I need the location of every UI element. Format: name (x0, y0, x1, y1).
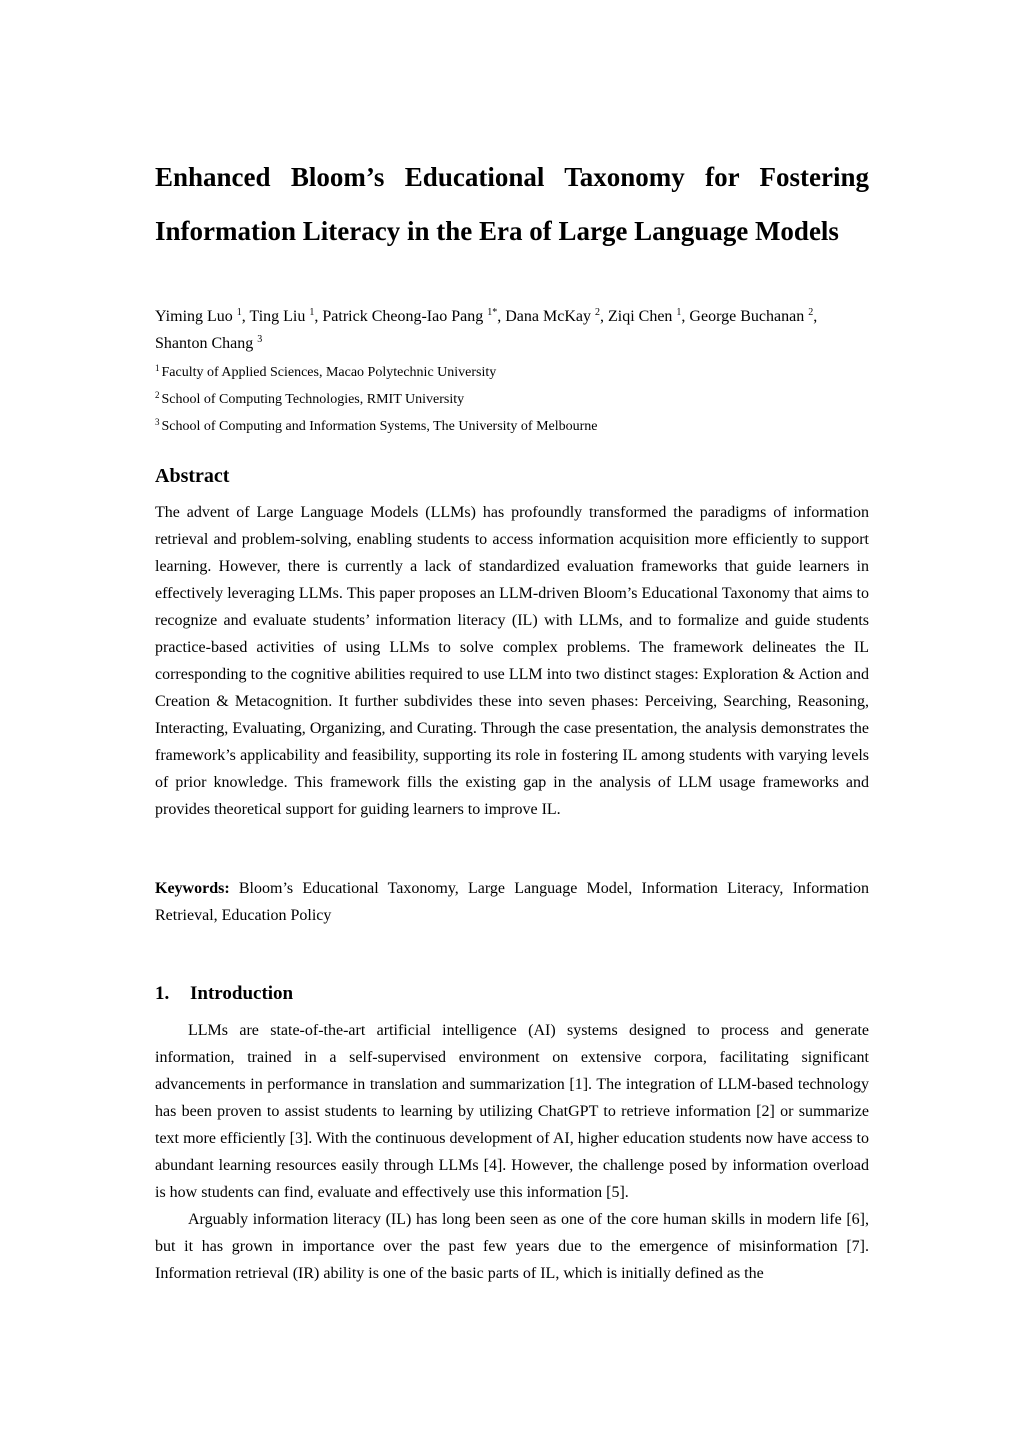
affiliation-text: Faculty of Applied Sciences, Macao Polytechnic University (161, 365, 497, 380)
keywords (155, 875, 869, 929)
author-name: Ziqi Chen (607, 308, 673, 325)
keywords-label: Keywords: (155, 880, 230, 897)
author-affiliation-mark: 3 (257, 334, 263, 345)
author-affiliation-mark: 1 (676, 307, 682, 318)
abstract-text: The advent of Large Language Models (LLMs) has profoundly transformed the paradigms of information retrieval and problem-solving, enabling students to access information acquisition more efficiently to support learning. However, there is currently a lack of standardized evaluation frameworks that guide learners in effectively leveraging LLMs. This paper proposes an LLM-driven Bloom’s Educational Taxonomy that aims to recognize and evaluate students’ information literacy (IL) with LLMs, and to formalize and guide students practice-based activities of using LLMs to solve complex problems. The framework delineates the IL corresponding to the cognitive abilities required to use LLM into two distinct stages: Exploration & Action and Creation & Metacognition. It further subdivides these into seven phases: Perceiving, Searching, Reasoning, Interacting, Evaluating, Organizing, and Curating. Through the case presentation, the analysis demonstrates the framework’s applicability and feasibility, supporting its role in fostering IL among students with varying levels of prior knowledge. This framework fills the existing gap in the analysis of LLM usage frameworks and provides theoretical support for guiding learners to improve IL. (155, 504, 869, 818)
title-line-1: Enhanced Bloom’s Educational Taxonomy for Fostering (155, 162, 869, 192)
author-list: Yiming Luo $^1$, Ting Liu $^1$, Patrick Cheong-Iao Pang $^{1*}$, Dana McKay $^2$, Ziqi Chen $^1$, George Buchanan $^2$, Shanton Chang $^3$ (155, 307, 818, 352)
body-paragraph: Arguably information literacy (IL) has long been seen as one of the core human skills in modern life [6], but it has grown in importance over the past few years due to the emergence of misinformation [7]. Information retrieval (IR) ability is one of the basic parts of IL, which is initially defined as the (155, 1211, 869, 1282)
keywords-text: Bloom’s Educational Taxonomy, Large Language Model, Information Literacy, Information Retrieval, Education Policy (155, 880, 870, 924)
section-number: 1. (155, 983, 170, 1004)
affiliation-number: 3 (155, 417, 160, 427)
introduction-body (155, 1017, 869, 1287)
author-affiliation-mark: 2 (808, 307, 814, 318)
affiliation-text: School of Computing and Information Systems, The University of Melbourne (161, 419, 598, 434)
author-affiliation-mark: 1 (309, 307, 315, 318)
affiliation-item (155, 386, 869, 413)
paper-title (155, 150, 869, 258)
affiliation-text: School of Computing Technologies, RMIT University (161, 392, 465, 407)
affiliation-list (155, 359, 869, 440)
author-name: George Buchanan (689, 308, 805, 325)
affiliation-item (155, 413, 869, 440)
section-title: Introduction (190, 983, 294, 1004)
author-name: Patrick Cheong-Iao Pang (322, 308, 484, 325)
author-affiliation-mark: 2 (594, 307, 600, 318)
author-name: Yiming Luo (155, 308, 233, 325)
abstract-heading: Abstract (155, 465, 230, 487)
author-name: Ting Liu (249, 308, 306, 325)
author-name: Dana McKay (505, 308, 591, 325)
section-heading-introduction (155, 980, 293, 1007)
title-line-2: Information Literacy in the Era of Large Language Models (155, 216, 839, 246)
body-paragraph: LLMs are state-of-the-art artificial intelligence (AI) systems designed to process and generate information, trained in a self-supervised environment on extensive corpora, facilitating significant advancements in performance in translation and summarization [1]. The integration of LLM-based technology has been proven to assist students to learning by utilizing ChatGPT to retrieve information [2] or summarize text more efficiently [3]. With the continuous development of AI, higher education students now have access to abundant learning resources easily through LLMs [4]. However, the challenge posed by information overload is how students can find, evaluate and effectively use this information [5]. (155, 1022, 869, 1201)
affiliation-number: 2 (155, 390, 160, 400)
author-affiliation-mark: 1* (487, 307, 498, 318)
author-name: Shanton Chang (155, 335, 254, 352)
affiliation-item (155, 359, 869, 386)
affiliation-number: 1 (155, 363, 160, 373)
author-affiliation-mark: 1 (236, 307, 242, 318)
